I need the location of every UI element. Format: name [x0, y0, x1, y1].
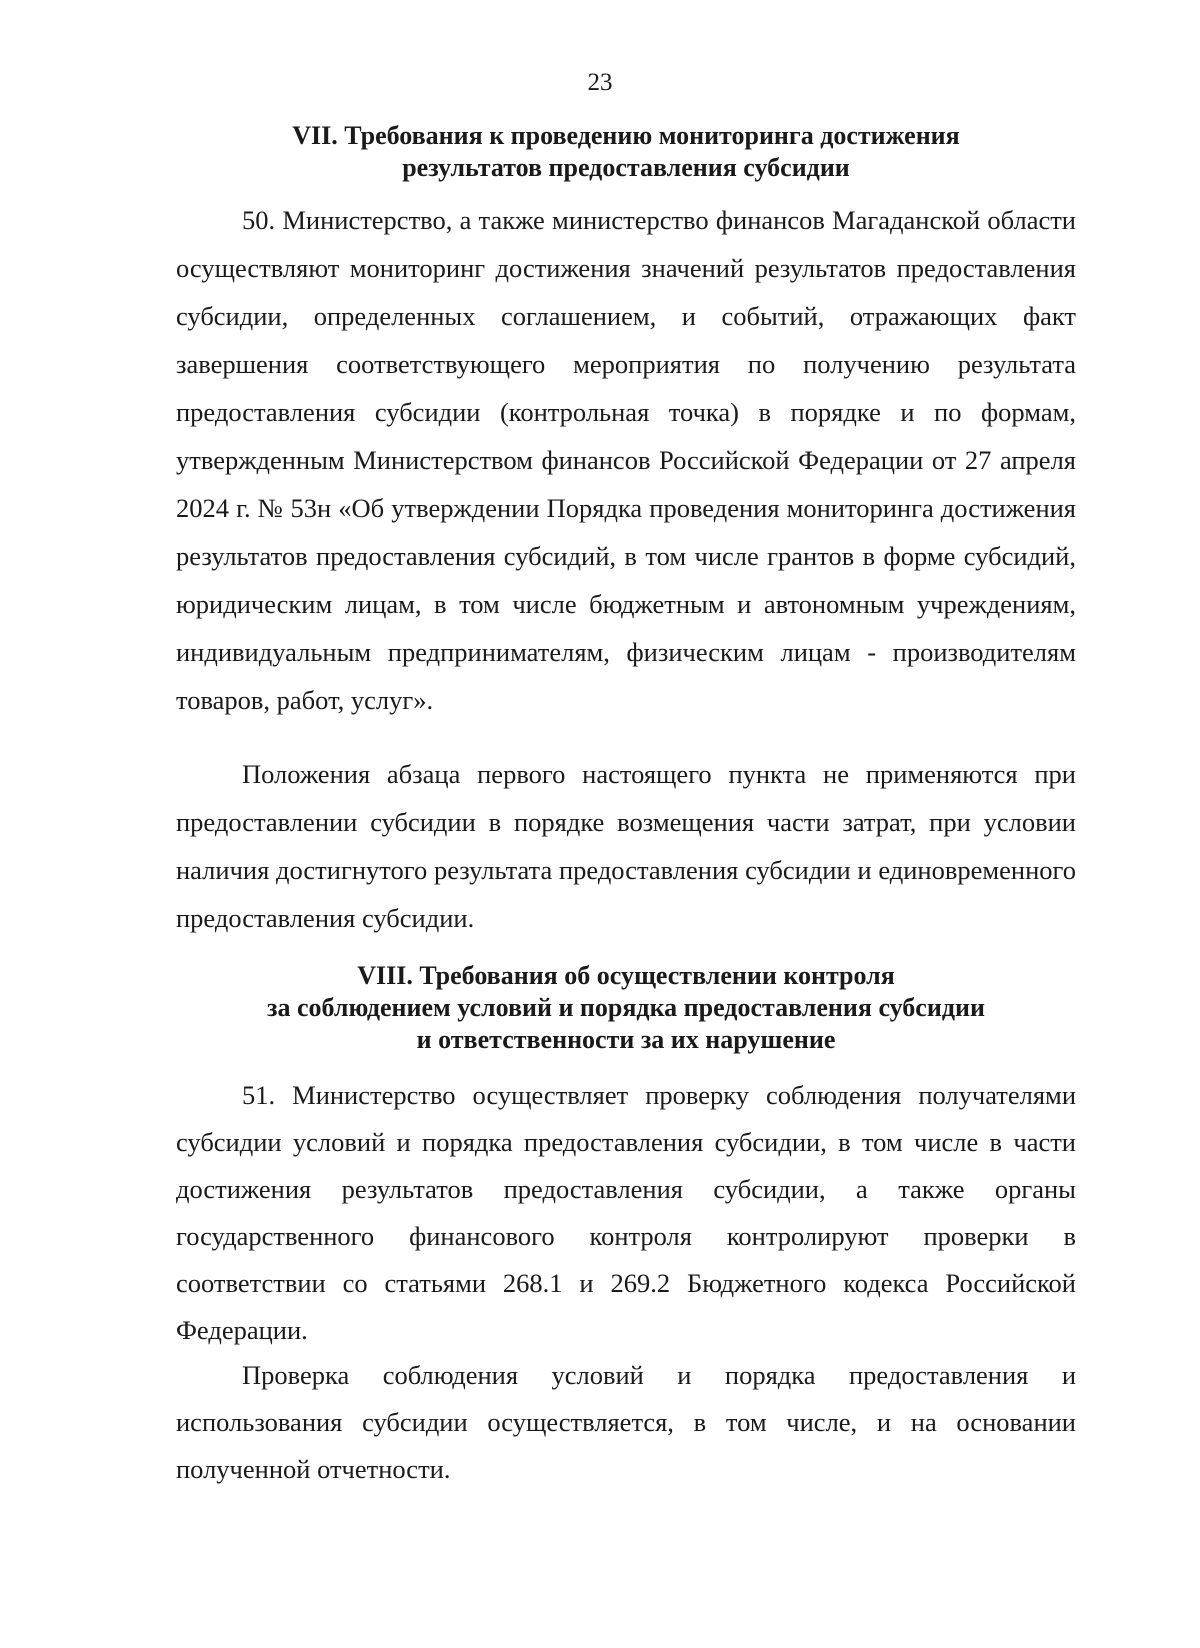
section-7-heading-line-1: VII. Требования к проведению мониторинга достижения	[292, 121, 960, 150]
page-number: 23	[587, 69, 613, 96]
section-7-paragraph-1: 50. Министерство, а также министерство финансов Магаданской области осуществляют мониторинг достижения значений результатов предоставления субсидии, определенных соглашением, и событий, отражающих факт завершения соответствующего мероприятия по получению результата предоставления субсидии (контрольная точка) в порядке и по формам, утвержденным Министерством финансов Российской Федерации от 27 апреля 2024 г. № 53н «Об утверждении Порядка проведения мониторинга достижения результатов предоставления субсидий, в том числе грантов в форме субсидий, юридическим лицам, в том числе бюджетным и автономным учреждениям, индивидуальным предпринимателям, физическим лицам - производителям товаров, работ, услуг».	[176, 205, 1076, 715]
section-8-heading	[176, 960, 1076, 1056]
section-8-heading-line-2: за соблюдением условий и порядка предоставления субсидии	[267, 993, 985, 1022]
section-8-heading-line-3: и ответственности за их нарушение	[416, 1025, 836, 1054]
section-7-heading	[176, 120, 1076, 184]
section-8-paragraph-2: Проверка соблюдения условий и порядка предоставления и использования субсидии осуществляется, в том числе, и на основании полученной отчетности.	[176, 1360, 1076, 1484]
section-7-heading-line-2: результатов предоставления субсидии	[402, 153, 850, 182]
section-8-heading-line-1: VIII. Требования об осуществлении контроля	[357, 961, 895, 990]
section-8-paragraph-1: 51. Министерство осуществляет проверку соблюдения получателями субсидии условий и порядка предоставления субсидии, в том числе в части достижения результатов предоставления субсидии, а также органы государственного финансового контроля контролируют проверки в соответствии со статьями 268.1 и 269.2 Бюджетного кодекса Российской Федерации.	[176, 1080, 1076, 1345]
section-7-paragraph-2: Положения абзаца первого настоящего пункта не применяются при предоставлении субсидии в порядке возмещения части затрат, при условии наличия достигнутого результата предоставления субсидии и единовременного предоставления субсидии.	[176, 759, 1076, 933]
